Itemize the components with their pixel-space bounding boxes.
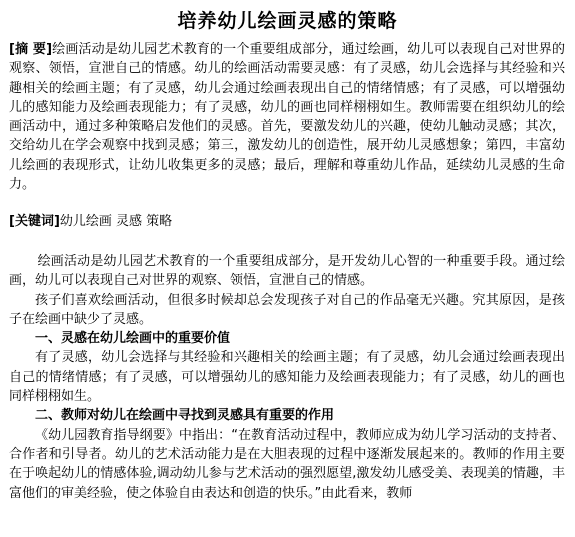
paragraph-1: 绘画活动是幼儿园艺术教育的一个重要组成部分，是开发幼儿心智的一种重要手段。通过绘画，幼儿可以表现自己对世界的观察、领悟，宣泄自己的情感。 bbox=[9, 254, 565, 289]
keywords-text: 幼儿绘画 灵感 策略 bbox=[59, 214, 173, 229]
keywords-label: [关键词] bbox=[9, 214, 60, 229]
paragraph-2: 孩子们喜欢绘画活动，但很多时候却总会发现孩子对自己的作品毫无兴趣。究其原因，是孩子在绘画中缺少了灵感。 bbox=[9, 292, 565, 327]
paragraph-4: 《幼儿园教育指导纲要》中指出：“在教育活动过程中，教师应成为幼儿学习活动的支持者、合作者和引导者。幼儿的艺术活动能力是在大胆表现的过程中逐渐发展起来的。教师的作用主要在于唤起幼儿的情感体验,调动幼儿参与艺术活动的强烈愿望,激发幼儿感受美、表现美的情趣，丰富他们的审美经验，使之体验自由表达和创造的快乐。”由此看来，教师 bbox=[9, 427, 565, 501]
section-heading-1: 一、灵感在幼儿绘画中的重要价值 bbox=[35, 331, 231, 347]
abstract bbox=[9, 40, 565, 194]
keywords bbox=[9, 212, 565, 231]
abstract-label: [摘 要] bbox=[9, 42, 53, 57]
paragraph-3: 有了灵感，幼儿会选择与其经验和兴趣相关的绘画主题；有了灵感，幼儿会通过绘画表现出自己的情绪情感；有了灵感，可以增强幼儿的感知能力及绘画表现能力；有了灵感，幼儿的画也同样栩栩如生。 bbox=[9, 350, 565, 405]
document-title: 培养幼儿绘画灵感的策略 bbox=[177, 10, 398, 32]
section-heading-2: 二、教师对幼儿在绘画中寻找到灵感具有重要的作用 bbox=[35, 408, 335, 424]
body-text bbox=[9, 252, 565, 503]
abstract-text: 绘画活动是幼儿园艺术教育的一个重要组成部分，通过绘画，幼儿可以表现自己对世界的观察、领悟，宣泄自己的情感。幼儿的绘画活动需要灵感：有了灵感，幼儿会选择与其经验和兴趣相关的绘画主题；有了灵感，幼儿会通过绘画表现出自己的情绪情感；有了灵感，可以增强幼儿的感知能力及绘画表现能力；有了灵感，幼儿的画也同样栩栩如生。教师需要在组织幼儿的绘画活动中，通过多种策略启发他们的灵感。首先，要激发幼儿的兴趣，使幼儿触动灵感；其次，交给幼儿在学会观察中找到灵感；第三，激发幼儿的创造性，展开幼儿灵感想象；第四，丰富幼儿绘画的表现形式，让幼儿收集更多的灵感；最后，理解和尊重幼儿作品，延续幼儿灵感的生命力。 bbox=[9, 42, 565, 193]
